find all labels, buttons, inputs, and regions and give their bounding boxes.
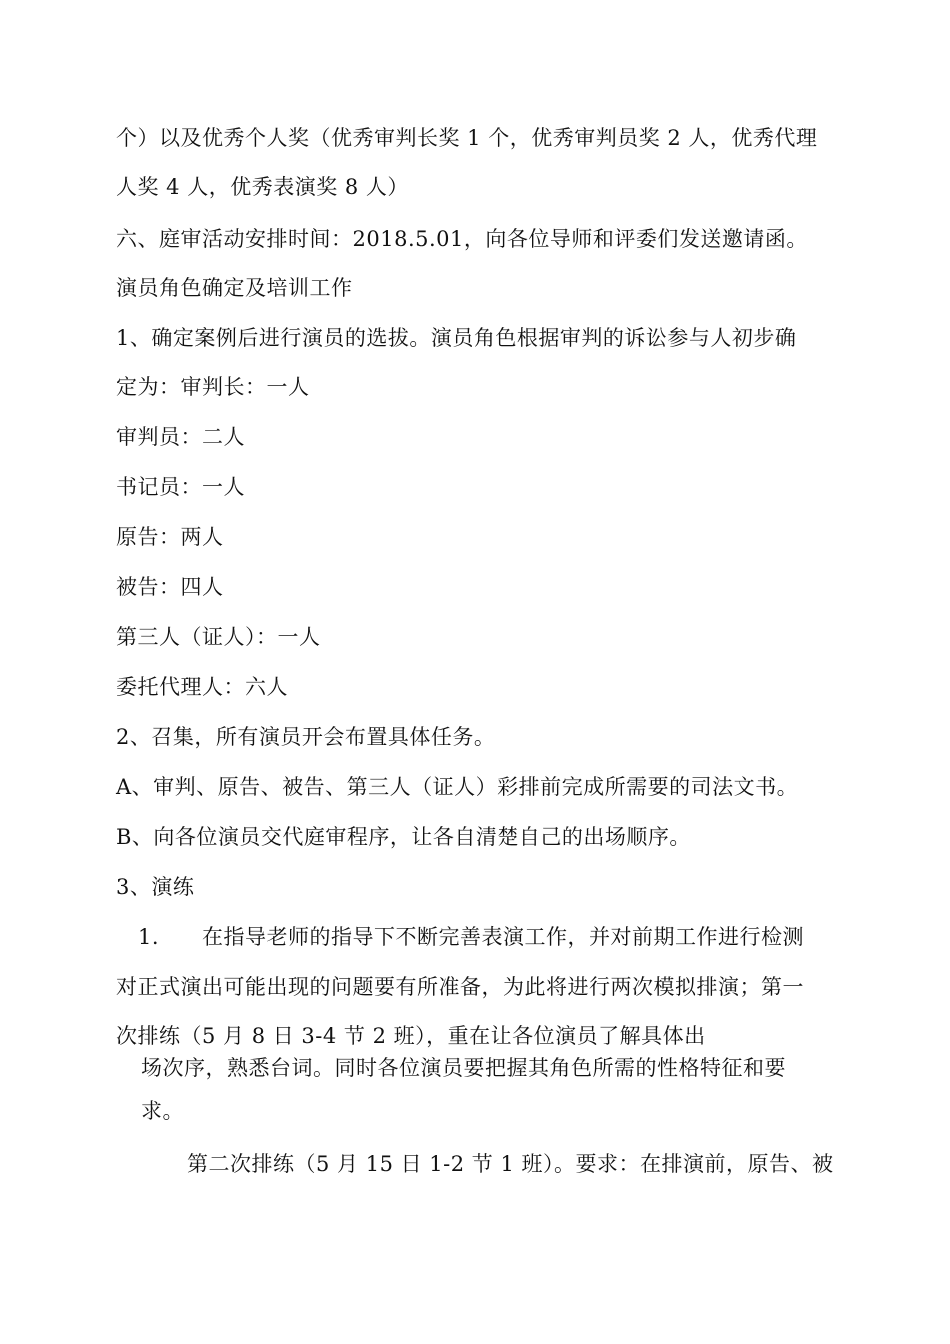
text-line-21: 求。 [141, 1099, 184, 1123]
text-line-17: 1. 在指导老师的指导下不断完善表演工作，并对前期工作进行检测 [138, 925, 805, 949]
text-line-18: 对正式演出可能出现的问题要有所准备，为此将进行两次模拟排演；第一 [116, 975, 804, 999]
role-defendant: 被告：四人 [116, 575, 224, 599]
text-line-1: 个）以及优秀个人奖（优秀审判长奖 1 个，优秀审判员奖 2 人，优秀代理 [116, 126, 818, 150]
text-line-5: 1、确定案例后进行演员的选拔。演员角色根据审判的诉讼参与人初步确 [116, 326, 797, 350]
text-line-13: 2、召集，所有演员开会布置具体任务。 [116, 725, 496, 749]
role-third-party: 第三人（证人）：一人 [116, 625, 321, 649]
role-agent: 委托代理人：六人 [116, 675, 288, 699]
section-heading: 演员角色确定及培训工作 [116, 276, 353, 300]
text-line-14: A、审判、原告、被告、第三人（证人）彩排前完成所需要的司法文书。 [116, 775, 799, 799]
text-line-20: 场次序，熟悉台词。同时各位演员要把握其角色所需的性格特征和要 [141, 1056, 786, 1080]
text-line-3: 六、庭审活动安排时间：2018.5.01，向各位导师和评委们发送邀请函。 [116, 227, 808, 251]
text-line-22: 第二次排练（5 月 15 日 1-2 节 1 班）。要求：在排演前，原告、被 [187, 1152, 834, 1176]
text-line-16: 3、演练 [116, 875, 195, 899]
role-plaintiff: 原告：两人 [116, 525, 224, 549]
text-line-2: 人奖 4 人，优秀表演奖 8 人） [116, 175, 409, 199]
text-line-15: B、向各位演员交代庭审程序，让各自清楚自己的出场顺序。 [116, 825, 691, 849]
text-line-6: 定为：审判长：一人 [116, 375, 310, 399]
text-line-19: 次排练（5 月 8 日 3-4 节 2 班），重在让各位演员了解具体出 [116, 1024, 706, 1048]
role-judge-members: 审判员：二人 [116, 425, 245, 449]
role-clerk: 书记员：一人 [116, 475, 245, 499]
